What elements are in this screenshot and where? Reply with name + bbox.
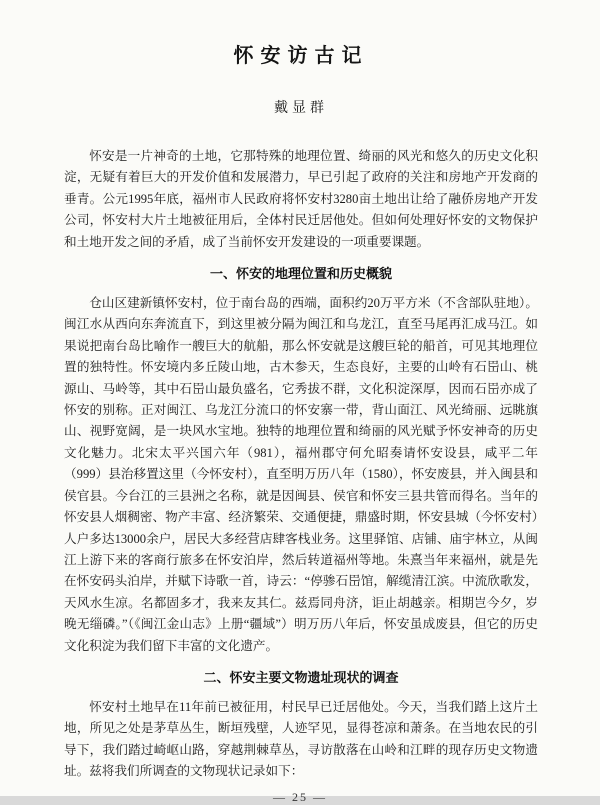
section-2-paragraph: 怀安村土地早在11年前已被征用，村民早已迁居他处。今天，当我们踏上这片土地，所见之处是茅草丛生，断垣残壁，人迹罕见，显得苍凉和萧条。在当地农民的引导下，我们踏过崎岖山路，穿越荆棘草丛，寻访散落在山岭和江畔的现存历史文物遗址。兹将我们所调查的文物现状记录如下： [64, 699, 538, 779]
section-heading-2: 二、怀安主要文物遗址现状的调查 [203, 669, 399, 685]
section-1-paragraph: 仓山区建新镇怀安村，位于南台岛的西端，面积约20万平方米（不含部队驻地）。闽江水从西向东奔流直下，到这里被分隔为闽江和乌龙江，直至马尾再汇成马江。如果说把南台岛比喻作一艘巨大的航船，那么怀安就是这艘巨轮的船首，可见其地理位置的独特性。怀安境内多丘陵山地，古木参天，生态良好，主要的山岭有石岊山、桃源山、马岭等，其中石岊山最负盛名，它秀拔不群，文化积淀深厚，因而石岊亦成了怀安的别称。正对闽江、乌龙江分流口的怀安寨一带，背山面江、风光绮丽、远眺旗山、视野宽阔，是一块风水宝地。独特的地理位置和绮丽的风光赋予怀安神奇的历史文化魅力。北宋太平兴国六年（981），福州郡守何允昭奏请怀安设县，咸平二年（999）县治移置这里（今怀安村），直至明万历八年（1580），怀安废县，并入闽县和侯官县。今台江的三县洲之名称，就是因闽县、侯官和怀安三县共管而得名。当年的怀安县人烟稠密、物产丰富、经济繁荣、交通便捷，鼎盛时期，怀安县城（今怀安村）人户多达13000余户，居民大多经营店肆客栈业务。这里驿馆、店铺、庙宇林立，从闽江上游下来的客商行旅多在怀安泊岸，然后转道福州等地。朱熹当年来福州，就是先在怀安码头泊岸，并赋下诗歌一首，诗云：“停骖石岊馆，解缆清江滨。中流欣歌发，天风水生凉。名都固多才，我来友其仁。兹焉同舟济，讵止胡越亲。相期岂今夕，岁晚无缁磷。”（《闽江金山志》上册“疆域”）明万历八年后，怀安虽成废县，但它的历史文化积淀为我们留下丰富的文化遗产。 [64, 296, 538, 653]
document-body [64, 146, 538, 783]
intro-paragraph: 怀安是一片神奇的土地，它那特殊的地理位置、绮丽的风光和悠久的历史文化积淀，无疑有着巨大的开发价值和发展潜力，早已引起了政府的关注和房地产开发商的垂青。公元1995年底，福州市人民政府将怀安村3280亩土地出让给了融侨房地产开发公司，怀安村大片土地被征用后，全体村民迁居他处。但如何处理好怀安的文物保护和土地开发之间的矛盾，成了当前怀安开发建设的一项重要课题。 [64, 149, 538, 249]
section-heading-1: 一、怀安的地理位置和历史概貌 [209, 266, 392, 282]
page-number: — 25 — [273, 790, 327, 804]
author-name: 戴显群 [274, 101, 328, 116]
page-title: 怀安访古记 [233, 45, 369, 67]
